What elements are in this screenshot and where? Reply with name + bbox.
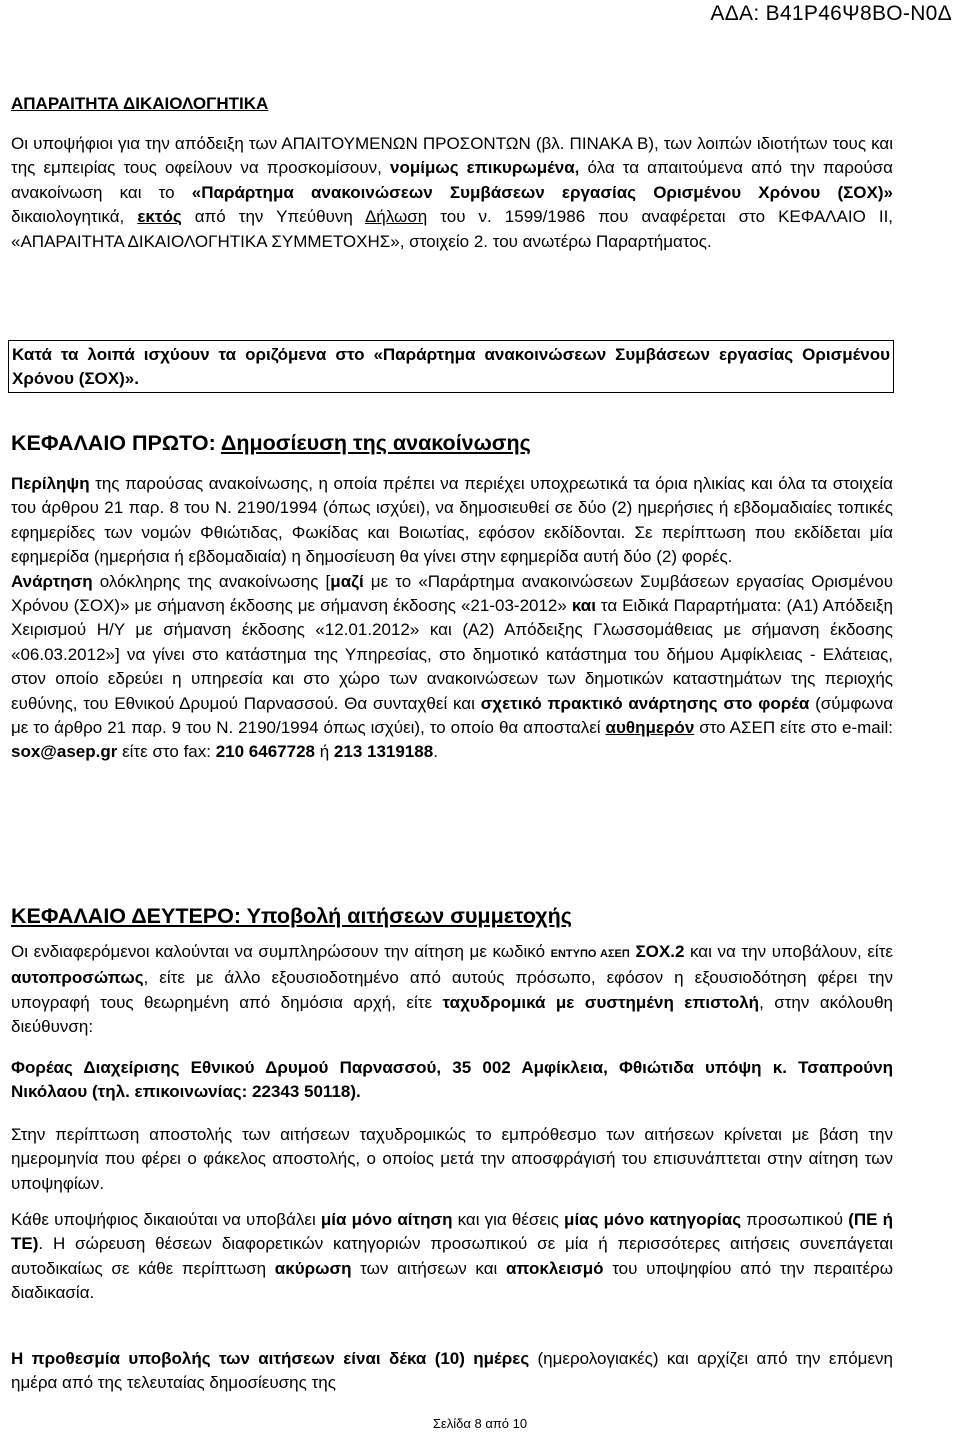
paragraph-deadline: Η προθεσμία υποβολής των αιτήσεων είναι δέκα (10) ημέρες (ημερολογιακές) και αρχίζει από την επόμενη ημέρα από της τελευταίας δημοσίευσης της bbox=[11, 1349, 893, 1393]
boxed-note: Κατά τα λοιπά ισχύουν τα οριζόμενα στο «Παράρτημα ανακοινώσεων Συμβάσεων εργασίας Ορισμένου Χρόνου (ΣΟΧ)». bbox=[8, 340, 894, 393]
document-id: ΑΔΑ: Β41Ρ46Ψ8ΒΟ-Ν0Δ bbox=[710, 2, 952, 25]
paragraph-required-documents: Οι υποψήφιοι για την απόδειξη των ΑΠΑΙΤΟΥΜΕΝΩΝ ΠΡΟΣΟΝΤΩΝ (βλ. ΠΙΝΑΚΑ Β), των λοιπών ιδιοτήτων τους και της εμπειρίας τους οφείλουν να προσκομίσουν, νομίμως επικυρωμένα, όλα τα απαιτούμενα από την παρούσα ανακοίνωση και το «Παράρτημα ανακοινώσεων Συμβάσεων εργασίας Ορισμένου Χρόνου (ΣΟΧ)» δικαιολογητικά, εκτός από την Υπεύθυνη Δήλωση του ν. 1599/1986 που αναφέρεται στο ΚΕΦΑΛΑΙΟ ΙΙ, «ΑΠΑΡΑΙΤΗΤΑ ΔΙΚΑΙΟΛΟΓΗΤΙΚΑ ΣΥΜΜΕΤΟΧΗΣ», στοιχείο 2. του ανωτέρω Παραρτήματος. bbox=[11, 134, 894, 251]
page-number: Σελίδα 8 από 10 bbox=[432, 1416, 528, 1431]
chapter-two-title: ΚΕΦΑΛΑΙΟ ΔΕΥΤΕΡΟ: Υποβολή αιτήσεων συμμετοχής bbox=[11, 904, 572, 928]
paragraph-address: Φορέας Διαχείρισης Εθνικού Δρυμού Παρνασσού, 35 002 Αμφίκλεια, Φθιώτιδα υπόψη κ. Τσαπρούνη Νικόλαου (τηλ. επικοινωνίας: 22343 50118). bbox=[11, 1058, 893, 1102]
paragraph-postal: Στην περίπτωση αποστολής των αιτήσεων ταχυδρομικώς το εμπρόθεσμο των αιτήσεων κρίνεται με βάση την ημερομηνία που φέρει ο φάκελος αποστολής, ο οποίος μετά την αποσφράγισή του επισυνάπτεται στην αίτηση των υποψηφίων. bbox=[11, 1125, 893, 1193]
email-text: sox@asep.gr bbox=[11, 742, 118, 762]
paragraph-single-application: Κάθε υποψήφιος δικαιούται να υποβάλει μία μόνο αίτηση και για θέσεις μίας μόνο κατηγορίας προσωπικού (ΠΕ ή ΤΕ). Η σώρευση θέσεων διαφορετικών κατηγοριών προσωπικού σε μία ή περισσότερες αιτήσεις συνεπάγεται αυτοδικαίως σε κάθε περίπτωση ακύρωση των αιτήσεων και αποκλεισμό του υποψηφίου από την περαιτέρω διαδικασία. bbox=[11, 1210, 894, 1303]
fax-number-1: 210 6467728 bbox=[215, 742, 315, 762]
paragraph-publication: Περίληψη της παρούσας ανακοίνωσης, η οποία πρέπει να περιέχει υποχρεωτικά τα όρια ηλικίας και όλα τα στοιχεία του άρθρου 21 παρ. 8 του Ν. 2190/1994 (όπως ισχύει), να δημοσιευθεί σε δύο (2) ημερήσιες ή εβδομαδιαίες τοπικές εφημερίδες των νομών Φθιώτιδας, Φωκίδας και Βοιωτίας, εφόσον εκδίδονται. Σε περίπτωση που εκδίδεται μία εφημερίδα (ημερήσια ή εβδομαδιαία) η δημοσίευση θα γίνει στην εφημερίδα αυτή δύο (2) φορές. Ανάρτηση ολόκληρης της ανακοίνωσης [μαζί με το «Παράρτημα ανακοινώσεων Συμβάσεων εργασίας Ορισμένου Χρόνου (ΣΟΧ)» με σήμανση έκδοσης με σήμανση έκδοσης «21-03-2012» και τα Ειδικά Παραρτήματα: (Α1) Απόδειξη Χειρισμού Η/Υ με σήμανση έκδοσης «12.01.2012» και (Α2) Απόδειξης Γλωσσομάθειας με σήμανση έκδοσης «06.03.2012»] να γίνει στο κατάστημα της Υπηρεσίας, στο δημοτικό κατάστημα του δήμου Αμφίκλειας - Ελάτειας, στον οποίο εδρεύει η υπηρεσία και στο χώρο των ανακοινώσεων των δημοτικών καταστημάτων της περιοχής ευθύνης, του Εθνικού Δρυμού Παρνασσού. Θα συνταχθεί και σχετικό πρακτικό ανάρτησης στο φορέα (σύμφωνα με το άρθρο 21 παρ. 9 του Ν. 2190/1994 όπως ισχύει), το οποίο θα αποσταλεί αυθημερόν στο ΑΣΕΠ είτε στο e-mail: sox@asep.gr είτε στο fax: 210 6467728 ή 213 1319188. bbox=[11, 474, 894, 762]
chapter-one-title: ΚΕΦΑΛΑΙΟ ΠΡΩΤΟ: Δημοσίευση της ανακοίνωσης bbox=[11, 431, 531, 455]
fax-number-2: 213 1319188 bbox=[333, 742, 434, 762]
section-title-required-documents: ΑΠΑΡΑΙΤΗΤΑ ΔΙΚΑΙΟΛΟΓΗΤΙΚΑ bbox=[11, 94, 269, 113]
paragraph-submission: Οι ενδιαφερόμενοι καλούνται να συμπληρώσουν την αίτηση με κωδικό ΕΝΤΥΠΟ ΑΣΕΠ ΣΟΧ.2 και να την υποβάλουν, είτε αυτοπροσώπως, είτε με άλλο εξουσιοδοτημένο από αυτούς πρόσωπο, εφόσον η εξουσιοδότηση φέρει την υπογραφή τους θεωρημένη από δημόσια αρχή, είτε ταχυδρομικά με συστημένη επιστολή, στην ακόλουθη διεύθυνση: bbox=[11, 942, 894, 1037]
